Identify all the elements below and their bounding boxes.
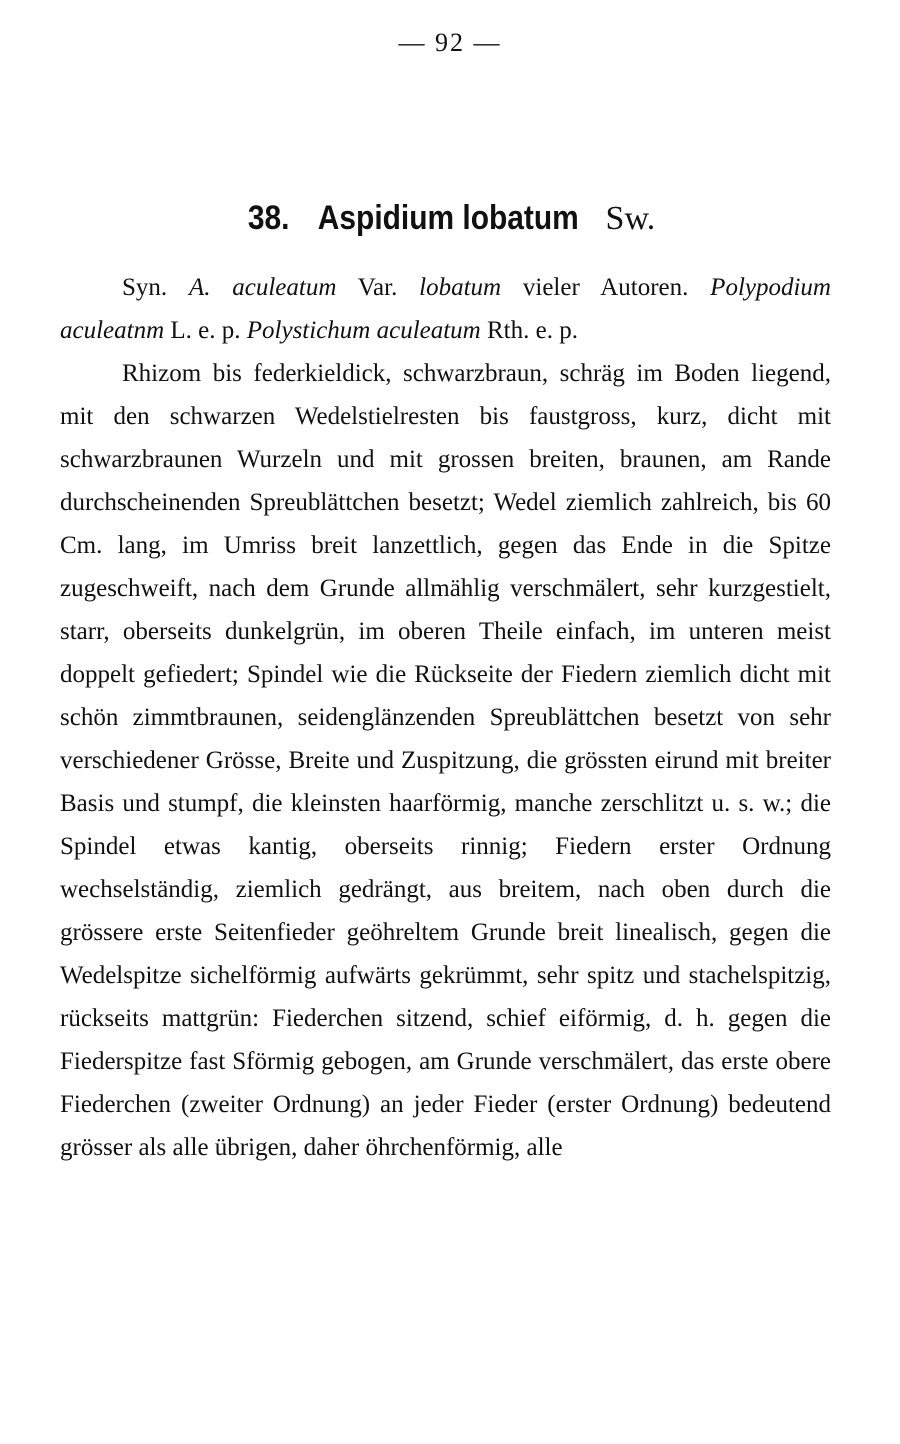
section-number: 38. <box>247 199 290 237</box>
species-name: Aspidium lobatum <box>318 199 580 237</box>
syn-text: Var. <box>357 274 398 301</box>
syn-name: Polystichum aculeatum <box>246 317 481 344</box>
section-heading <box>0 196 900 241</box>
syn-text: L. e. p. <box>170 317 241 344</box>
page-number: — 92 — <box>398 28 502 57</box>
syn-label: Syn. <box>122 274 168 301</box>
syn-text: Rth. e. p. <box>487 317 578 344</box>
synonyms-paragraph <box>60 266 831 352</box>
body-text <box>60 266 831 1169</box>
syn-name: Polypodium aculeatnm <box>60 274 831 344</box>
description-paragraph: Rhizom bis federkieldick, schwarzbraun, schräg im Boden liegend, mit den schwarzen Wedelstielresten bis faustgross, kurz, dicht mit schwarzbraunen Wurzeln und mit grossen breiten, braunen, am Rande durchscheinenden Spreublättchen besetzt; Wedel ziemlich zahlreich, bis 60 Cm. lang, im Umriss breit lanzettlich, gegen das Ende in die Spitze zugeschweift, nach dem Grunde allmählig verschmälert, sehr kurzgestielt, starr, oberseits dunkelgrün, im oberen Theile einfach, im unteren meist doppelt gefiedert; Spindel wie die Rückseite der Fiedern ziemlich dicht mit schön zimmtbraunen, seidenglänzenden Spreublättchen besetzt von sehr verschiedener Grösse, Breite und Zuspitzung, die grössten eirund mit breiter Basis und stumpf, die kleinsten haarförmig, manche zerschlitzt u. s. w.; die Spindel etwas kantig, oberseits rinnig; Fiedern erster Ordnung wechselständig, ziemlich gedrängt, aus breitem, nach oben durch die grössere erste Seitenfieder geöhreltem Grunde breit linealisch, gegen die Wedelspitze sichelförmig aufwärts gekrümmt, sehr spitz und stachelspitzig, rückseits mattgrün: Fiederchen sitzend, schief eiförmig, d. h. gegen die Fiederspitze fast Sförmig gebogen, am Grunde verschmälert, das erste obere Fiederchen (zweiter Ordnung) an jeder Fieder (erster Ordnung) bedeutend grösser als alle übrigen, daher öhrchenförmig, alle <box>60 360 831 1161</box>
syn-name: A. aculeatum <box>188 274 337 301</box>
syn-name: lobatum <box>419 274 502 301</box>
species-author: Sw. <box>605 200 656 237</box>
syn-text: vieler Autoren. <box>522 274 689 301</box>
